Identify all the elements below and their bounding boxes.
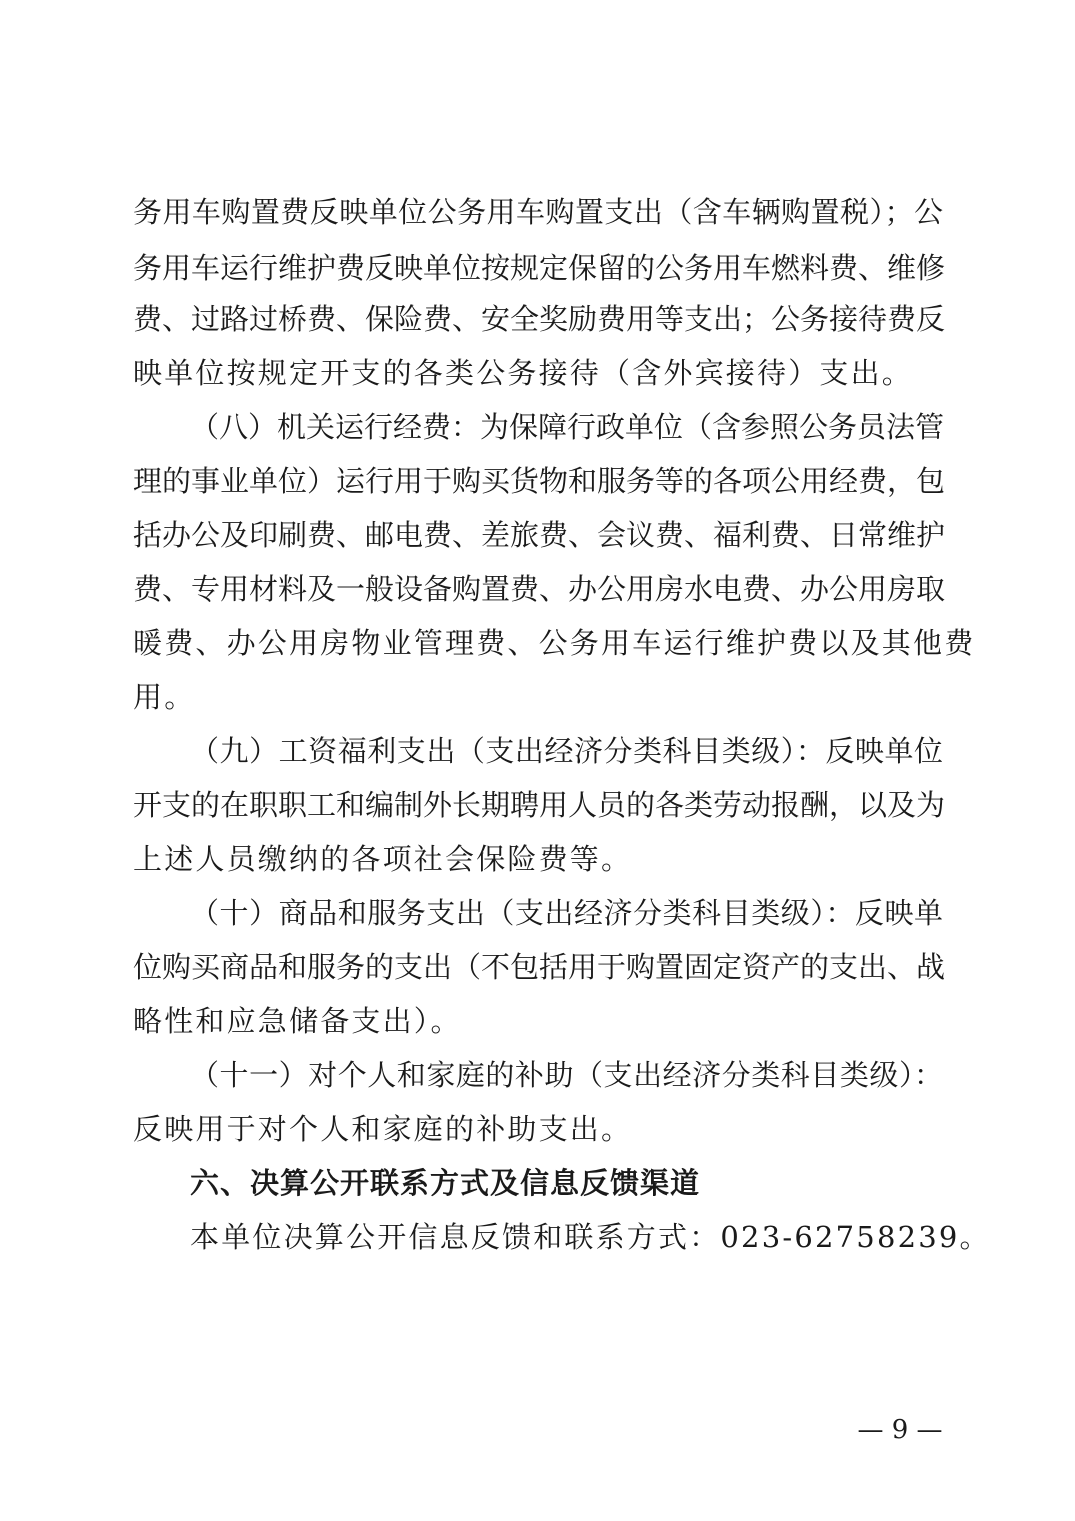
paragraph-line: 映单位按规定开支的各类公务接待（含外宾接待）支出。 [133, 356, 914, 390]
paragraph-line: 上述人员缴纳的各项社会保险费等。 [133, 842, 633, 876]
page-number: — 9 — [857, 1415, 943, 1445]
paragraph-line: 反映用于对个人和家庭的补助支出。 [133, 1112, 633, 1146]
paragraph-line: 用。 [133, 680, 196, 714]
paragraph-line: 费、过路过桥费、保险费、安全奖励费用等支出；公务接待费反 [133, 302, 946, 336]
paragraph-line: （九）工资福利支出（支出经济分类科目类级）：反映单位 [190, 734, 943, 768]
contact-line: 本单位决算公开信息反馈和联系方式：023-62758239。 [190, 1220, 991, 1254]
paragraph-line: （十）商品和服务支出（支出经济分类科目类级）：反映单 [190, 896, 943, 930]
paragraph-line: （十一）对个人和家庭的补助（支出经济分类科目类级）： [190, 1058, 943, 1092]
paragraph-line: 暖费、办公用房物业管理费、公务用车运行维护费以及其他费 [133, 626, 976, 660]
paragraph-line: 务用车运行维护费反映单位按规定保留的公务用车燃料费、维修 [133, 251, 946, 285]
paragraph-line: 费、专用材料及一般设备购置费、办公用房水电费、办公用房取 [133, 572, 946, 606]
paragraph-line: 务用车购置费反映单位公务用车购置支出（含车辆购置税）；公 [133, 195, 943, 229]
paragraph-line: 位购买商品和服务的支出（不包括用于购置固定资产的支出、战 [133, 950, 946, 984]
paragraph-line: 略性和应急储备支出）。 [133, 1004, 462, 1038]
paragraph-line: （八）机关运行经费：为保障行政单位（含参照公务员法管 [190, 410, 945, 444]
section-heading: 六、决算公开联系方式及信息反馈渠道 [190, 1166, 701, 1200]
paragraph-line: 理的事业单位）运行用于购买货物和服务等的各项公用经费，包 [133, 464, 946, 498]
paragraph-line: 开支的在职职工和编制外长期聘用人员的各类劳动报酬，以及为 [133, 788, 946, 822]
paragraph-line: 括办公及印刷费、邮电费、差旅费、会议费、福利费、日常维护 [133, 518, 946, 552]
